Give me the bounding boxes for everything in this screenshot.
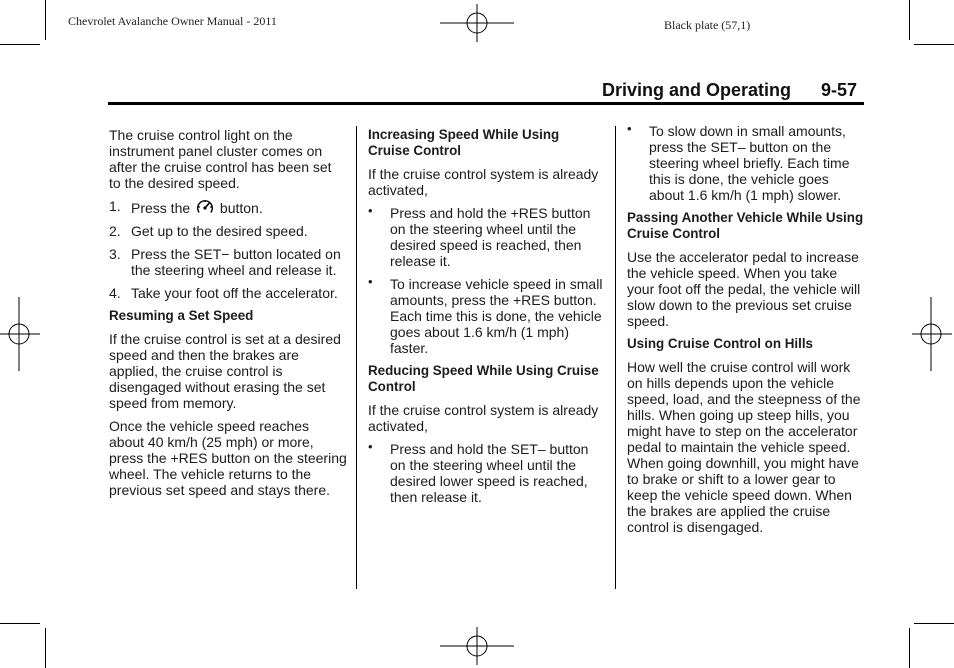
manual-title: Chevrolet Avalanche Owner Manual - 2011 [68, 14, 277, 28]
intro-paragraph: The cruise control light on the instrument panel cluster comes on after the cruise control has been set to the desired speed. [109, 127, 332, 191]
column-divider [615, 126, 616, 589]
hills-paragraph: How well the cruise control will work on hills depends upon the vehicle speed, load, and the steepness of the hills. When going up steep hills, you might have to step on the accelerator pedal to maintain the vehicle speed. When going downhill, you might have to brake or shift to a lower gear to keep the vehicle speed down. When the brakes are applied the cruise control is disengaged. [627, 359, 861, 535]
step-number: 1. [109, 198, 121, 214]
bullet-text: Press and hold the SET– button on the steering wheel until the desired lower speed is reached, then release it. [390, 441, 589, 505]
list-item [109, 198, 347, 216]
bullet: • [368, 203, 373, 218]
column-3 [627, 123, 865, 542]
slow-bullets [627, 123, 865, 203]
bullet-text: Press and hold the +RES button on the steering wheel until the desired speed is reached, then release it. [390, 205, 591, 269]
list-item [109, 246, 347, 278]
cruise-control-icon [196, 198, 214, 216]
bullet: • [368, 439, 373, 454]
column-1 [109, 127, 347, 505]
step-text: Get up to the desired speed. [131, 223, 308, 239]
crop-mark [914, 44, 954, 45]
registration-mark-top [440, 4, 514, 42]
list-item [368, 276, 604, 356]
list-item [109, 285, 347, 301]
step-text: Take your foot off the accelerator. [131, 285, 338, 301]
step-number: 2. [109, 223, 121, 239]
step-text-after: button. [219, 200, 263, 216]
step-text: Press the SET− button located on the steering wheel and release it. [131, 246, 341, 278]
steps-list [109, 198, 347, 301]
registration-mark-bottom [440, 627, 514, 665]
crop-mark [909, 0, 910, 40]
step-text-before: Press the [131, 200, 191, 216]
bullet: • [627, 121, 632, 136]
page-number: 9-57 [821, 80, 858, 100]
hills-heading: Using Cruise Control on Hills [627, 336, 813, 351]
registration-mark-left [0, 297, 40, 371]
crop-mark [0, 44, 40, 45]
list-item [109, 223, 347, 239]
bullet-text: To slow down in small amounts, press the SET– button on the steering wheel briefly. Each time this is done, the vehicle goes about 1.6 km/h (1 mph) slower. [649, 123, 850, 203]
section-title: Driving and Operating [602, 80, 792, 100]
reduce-heading: Reducing Speed While Using Cruise Control [368, 363, 599, 394]
crop-mark [909, 628, 910, 668]
list-item [627, 123, 865, 203]
crop-mark [45, 628, 46, 668]
passing-heading: Passing Another Vehicle While Using Cruise Control [627, 210, 864, 241]
section-heading [602, 80, 857, 101]
resume-paragraph: Once the vehicle speed reaches about 40 km/h (25 mph) or more, press the +RES button on the steering wheel. The vehicle returns to the previous set speed and stays there. [109, 418, 347, 498]
increase-bullets [368, 205, 604, 356]
column-2 [368, 127, 604, 512]
crop-mark [0, 623, 40, 624]
registration-mark-right [912, 297, 952, 371]
header-rule [108, 102, 864, 105]
passing-paragraph: Use the accelerator pedal to increase the vehicle speed. When you take your foot off the pedal, the vehicle will slow down to the previous set cruise speed. [627, 249, 861, 329]
resume-heading: Resuming a Set Speed [109, 308, 254, 323]
crop-mark [914, 623, 954, 624]
column-divider [356, 126, 357, 589]
list-item [368, 441, 604, 505]
crop-mark [45, 0, 46, 40]
resume-paragraph: If the cruise control is set at a desired speed and then the brakes are applied, the cruise control is disengaged without erasing the set speed from memory. [109, 331, 341, 411]
reduce-bullets [368, 441, 604, 505]
increase-heading: Increasing Speed While Using Cruise Control [368, 127, 560, 158]
reduce-intro: If the cruise control system is already activated, [368, 402, 599, 434]
bullet-text: To increase vehicle speed in small amounts, press the +RES button. Each time this is done, the vehicle goes about 1.6 km/h (1 mph) faster. [390, 276, 603, 356]
step-number: 4. [109, 285, 121, 301]
increase-intro: If the cruise control system is already activated, [368, 166, 599, 198]
step-number: 3. [109, 246, 121, 262]
bullet: • [368, 274, 373, 289]
plate-label: Black plate (57,1) [664, 18, 751, 32]
list-item [368, 205, 604, 269]
